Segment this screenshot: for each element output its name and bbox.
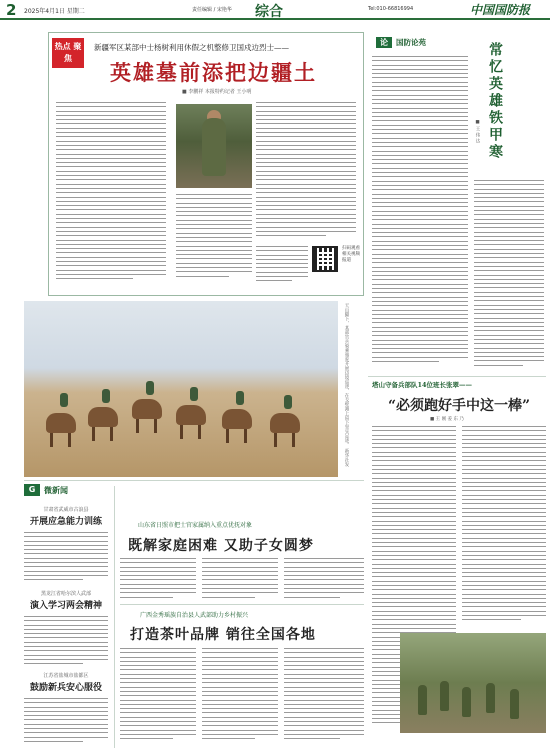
story2-kicker: 塔山守备兵部队14位班长张翠——	[372, 381, 473, 389]
story2-column-2	[462, 426, 546, 628]
forum-label: 国防论苑	[396, 38, 426, 47]
brief-kicker: 黑龙江省哈尔滨人武部	[40, 591, 91, 597]
camel-patrol-photo	[24, 301, 338, 477]
lead-story-column-4	[256, 246, 308, 288]
photo-caption: 天山脚下，某部官兵骑乘骆驼开展边境巡逻，在戈壁滩上留下坚实足迹。 新华社发	[344, 303, 349, 467]
brief-item	[24, 590, 108, 611]
brief-kicker: 江苏省盐城市盐都区	[43, 673, 89, 679]
briefs-icon: G	[24, 484, 40, 496]
lead-story-byline: ■ 李鹏祥 本报特约记者 王小明	[182, 89, 252, 95]
page-number: 2	[6, 1, 17, 19]
soldier-figure	[202, 118, 226, 176]
brief-title: 鼓励新兵安心服役	[29, 683, 102, 693]
camel	[222, 409, 252, 429]
story3-column-1	[120, 558, 196, 602]
camel	[132, 399, 162, 419]
camel	[88, 407, 118, 427]
camel	[270, 413, 300, 433]
lead-story-headline: 英雄墓前添把边疆土	[110, 60, 317, 85]
lead-story-column-1	[56, 102, 166, 288]
hot-topic-badge: 热点 聚焦	[52, 38, 84, 68]
rider	[60, 393, 68, 407]
story2-headline: “必须跑好手中这一棒”	[388, 398, 531, 414]
camel	[176, 405, 206, 425]
briefs-label: 微新闻	[44, 486, 68, 495]
brief-kicker: 甘肃省武威市古浪县	[43, 507, 89, 513]
soldier-at-grave-photo	[176, 104, 252, 188]
section-divider	[368, 376, 546, 377]
rider	[284, 395, 292, 409]
brief-body	[24, 698, 108, 746]
forum-title: 常忆英雄铁甲寒	[487, 42, 503, 161]
telephone: Tel:010-66816994	[368, 6, 414, 12]
lead-story-column-2	[256, 102, 356, 242]
lead-story-kicker: 新疆军区某部中士杨树利用休假之机整修卫国戍边烈士——	[94, 43, 289, 52]
story3-column-3	[284, 558, 364, 602]
lead-story-column-3	[176, 194, 252, 288]
issue-date: 2025年4月1日 星期二	[24, 8, 85, 15]
rider	[102, 389, 110, 403]
column-divider	[114, 486, 115, 748]
masthead-bar	[0, 0, 550, 20]
story4-column-1	[120, 648, 196, 746]
section-divider	[24, 480, 364, 481]
story3-headline: 既解家庭困难 又助子女圆梦	[128, 538, 314, 554]
forum-column-1	[372, 56, 468, 372]
qr-caption: 扫码观看 相关视频报道	[342, 246, 360, 263]
story4-headline: 打造茶叶品牌 销往全国各地	[130, 627, 316, 643]
story4-column-3	[284, 648, 364, 746]
story2-byline: ■ 王 刚 姜 东 乃	[430, 417, 464, 422]
brief-item	[24, 506, 108, 527]
section-divider	[120, 604, 364, 605]
soldier	[510, 689, 519, 719]
forum-icon: 论	[376, 37, 392, 48]
responsible-editor: 责任编辑 / 宋艳华	[192, 7, 232, 13]
story3-kicker: 山东省日照市把士官家属纳入重点优抚对象	[138, 522, 253, 529]
section-title: 综合	[255, 4, 283, 20]
story3-column-2	[202, 558, 278, 602]
forum-author: ■ 王 伟 达	[475, 120, 480, 143]
camel	[46, 413, 76, 433]
soldier	[440, 681, 449, 711]
rider	[146, 381, 154, 395]
soldier	[486, 683, 495, 713]
soldiers-training-photo	[400, 633, 546, 733]
brief-title: 开展应急能力训练	[29, 517, 102, 527]
rider	[236, 391, 244, 405]
brief-body	[24, 532, 108, 584]
soldier	[418, 685, 427, 715]
forum-column-2	[474, 180, 544, 372]
brief-title: 演入学习两会精神	[29, 601, 102, 611]
brief-item	[24, 672, 108, 693]
story4-column-2	[202, 648, 278, 746]
story4-kicker: 广西金秀瑶族自治县人武部助力乡村振兴	[140, 612, 249, 619]
newspaper-logo: 中国国防报	[470, 3, 531, 17]
soldier	[462, 687, 471, 717]
rider	[190, 387, 198, 401]
qr-code[interactable]	[312, 246, 338, 272]
brief-body	[24, 616, 108, 668]
